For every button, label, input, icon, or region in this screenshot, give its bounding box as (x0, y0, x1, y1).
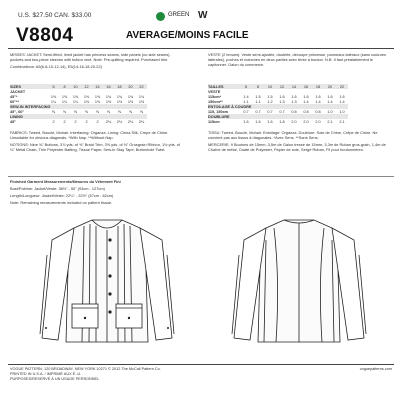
grid-cell: 1.6 (315, 94, 321, 99)
grid-cell: 2 (52, 119, 55, 124)
grid-cell: 1.2 (267, 99, 273, 104)
grid-cell: 2⅛ (138, 119, 145, 124)
grid-cell: 16 (106, 84, 111, 89)
grid-cell: 1.4 (339, 99, 345, 104)
grid-cell: 18 (315, 84, 321, 89)
grid-cell: 1.8 (279, 119, 285, 124)
grid-cell: 18 (117, 84, 122, 89)
pattern-envelope-back (8, 8, 394, 394)
grid-cell: 1.5 (255, 94, 261, 99)
grid-cell: 1.6 (255, 119, 261, 124)
notions-text: NOTIONS: Nine ⅝" Buttons, 3⅞ yds. of ⅝" Braid Trim, 3⅝ yds. of ⅝" Grosgrain Ribbon, 1½ yds. of ⅛" Metal Chain, Thin Polyester Batting, Tissue Paper, Sew-in Stay Tape, Buttonhole Twist. (10, 142, 181, 152)
grid-row-label: LINING (10, 114, 23, 119)
grid-cell: 12 (84, 84, 89, 89)
grid-row (10, 109, 147, 114)
finished-measurements-block (10, 179, 390, 207)
size-letter: W (198, 10, 208, 21)
grid-row-label: 45", 60" (10, 109, 25, 114)
grid-cell: 6 (244, 84, 248, 89)
combinations-line: Combinations: A5(6-8-10-12-14), E5(14-16-18-20-22) (10, 64, 102, 69)
publisher-address: VOGUE PATTERN, 120 BROADWAY, NEW YORK 10271 © 2012 The McCall Pattern Co. (10, 367, 161, 371)
length-line: Length/Longueur: Jacket/Veste: 22¼" - 22½" (57cm - 62cm) (10, 193, 114, 198)
grid-row (10, 84, 147, 89)
grid-row-label: 115, 150cm (208, 109, 229, 114)
english-fabrics-block (10, 130, 185, 154)
grid-cell: 2 (96, 119, 99, 124)
grid-row-label: SIZES (10, 84, 21, 89)
grid-row-label: SEW-IN INTERFACING (10, 104, 51, 109)
pattern-number: V8804 (16, 25, 74, 46)
grid-cell: ⅝ (51, 109, 56, 114)
price-label: U.S. $27.50 CAN. $33.00 (18, 12, 92, 19)
grid-cell: 1½ (138, 99, 145, 104)
footer-block (10, 367, 392, 381)
grid-cell: 0.7 (255, 109, 261, 114)
grid-row-label: 60"** (10, 99, 19, 104)
yardage-table-english (10, 84, 147, 124)
french-fabrics-block (208, 130, 390, 154)
grid-cell: 2⅛ (116, 119, 123, 124)
grid-cell: 2⅛ (127, 119, 134, 124)
printed-line: PRINTED IN U.S.A. / IMPRIMÉ AUX É.-U. (10, 371, 82, 376)
grid-row-label: 45" (10, 119, 17, 124)
grid-cell: 1.0 (339, 109, 345, 114)
grid-cell: 0.7 (279, 109, 285, 114)
grid-cell: 20 (327, 84, 333, 89)
grid-cell: 1¾ (105, 94, 112, 99)
bust-line: Bust/Poitrine: Jacket/Veste: 36½" - 50" (93cm - 127cm) (10, 186, 105, 191)
jacket-back-drawing (204, 210, 394, 360)
grid-cell: 2 (85, 119, 88, 124)
grid-cell: 2.0 (303, 119, 309, 124)
grid-row-label: 115cm (208, 119, 220, 124)
grid-row (208, 99, 348, 104)
grid-row (208, 94, 348, 99)
grid-cell: 2 (63, 119, 66, 124)
legal-line: PURPOSES/RESERVÉ À UN USAGE PERSONNEL (10, 376, 100, 381)
grid-row (10, 94, 147, 99)
grid-cell: 1.0 (327, 109, 333, 114)
difficulty-level: AVERAGE/MOINS FACILE (126, 30, 249, 41)
yardage-table-french (208, 84, 348, 124)
mercerie-text: MERCERIE: 9 Boutons de 15mm, 3,5m de Galon tressé de 15mm, 3,3m de Ruban gros-grain, 1,4m de Chaîne de métal, Ouate de Polyester, Papier de soie, Sergé Ruban, Fil pour boutonnières. (208, 142, 386, 152)
grid-cell: 1½ (105, 99, 112, 104)
grid-cell: 0.7 (243, 109, 249, 114)
grid-cell: 2.0 (315, 119, 321, 124)
grid-cell: 6 (52, 84, 55, 89)
grid-row-label: VESTE (208, 89, 221, 94)
grid-cell: 1.6 (303, 94, 309, 99)
color-label: GREEN (168, 12, 190, 18)
grid-cell: ⅝ (106, 109, 111, 114)
grid-cell: 0.7 (267, 109, 273, 114)
top-divider (8, 48, 394, 49)
grid-cell: 0.8 (291, 109, 297, 114)
grid-cell: 1.3 (279, 99, 285, 104)
grid-cell: 1⅝ (61, 94, 68, 99)
grid-cell: 1⅝ (83, 94, 90, 99)
grid-cell: 1⅝ (94, 94, 101, 99)
grid-row (10, 119, 147, 124)
grid-cell: 1.1 (255, 99, 261, 104)
grid-cell: 1.6 (243, 119, 249, 124)
grid-cell: ⅝ (84, 109, 89, 114)
grid-cell: 12 (279, 84, 285, 89)
middle-divider (8, 176, 394, 177)
grid-cell: 1.4 (327, 99, 333, 104)
grid-cell: 1.6 (339, 94, 345, 99)
grid-cell: 1¾ (138, 94, 145, 99)
grid-row-label: 150cm** (208, 99, 223, 104)
grid-cell: 2.0 (291, 119, 297, 124)
grid-cell: ⅝ (128, 109, 133, 114)
grid-cell: 10 (267, 84, 273, 89)
grid-cell: 1⅜ (83, 99, 90, 104)
grid-cell: 1.4 (315, 99, 321, 104)
grid-cell: 1⅝ (50, 94, 57, 99)
grid-row (208, 119, 348, 124)
grid-cell: 2⅛ (105, 119, 112, 124)
grid-cell: 1.6 (327, 94, 333, 99)
grid-row-label: 45"* (10, 94, 18, 99)
grid-row-label: ENTOILAGE À COUDRE (208, 104, 252, 109)
grid-cell: 1¼ (61, 99, 68, 104)
french-description-block (208, 52, 390, 69)
grid-cell: 22 (339, 84, 345, 89)
grid-cell: 2 (74, 119, 77, 124)
grid-cell: 1.3 (291, 99, 297, 104)
color-dot-icon (156, 12, 165, 21)
grid-cell: 1¾ (116, 94, 123, 99)
grid-row (208, 84, 348, 89)
grid-cell: 1¼ (50, 99, 57, 104)
grid-cell: 14 (291, 84, 297, 89)
note-line: Note: Remaining measurements included on pattern tissue. (10, 200, 113, 205)
grid-cell: 1⅝ (72, 94, 79, 99)
grid-cell: 1½ (116, 99, 123, 104)
grid-cell: 22 (139, 84, 144, 89)
fabrics-text: FABRICS: Tweed, Bouclé, Mohair. Interfacing: Organza. Lining: China Silk, Crepe de Chine. Unsuitable for obvious diagonals. *With Nap. **Without Nap. (10, 130, 169, 140)
grid-cell: 0.8 (315, 109, 321, 114)
grid-cell: ⅝ (62, 109, 67, 114)
grid-row (10, 99, 147, 104)
grid-cell: 8 (63, 84, 66, 89)
grid-cell: 1.1 (243, 99, 249, 104)
grid-cell: 14 (95, 84, 100, 89)
grid-cell: ⅝ (95, 109, 100, 114)
grid-row-label: TAILLES (208, 84, 224, 89)
finished-title: Finished Garment Measurements/Mesures du Vêtement Fini (10, 179, 121, 184)
grid-cell: ⅝ (117, 109, 122, 114)
jacket-description: MISSES' JACKET: Semi-fitted, lined jacket has princess seams, side panels (no side seams), pockets and two-piece sleeves with button vent. Note: Pre-quilting required. Purchased trim. (10, 52, 171, 62)
grid-cell: 1.6 (279, 94, 285, 99)
jacket-front-drawing (12, 210, 202, 360)
grid-cell: 1.5 (267, 94, 273, 99)
grid-cell: 2.1 (339, 119, 345, 124)
grid-row (208, 109, 348, 114)
grid-cell: 2.1 (327, 119, 333, 124)
grid-cell: 1½ (127, 99, 134, 104)
grid-cell: ⅝ (139, 109, 144, 114)
grid-cell: ⅝ (73, 109, 78, 114)
grid-cell: 1.6 (267, 119, 273, 124)
grid-cell: 8 (256, 84, 260, 89)
grid-cell: 1¾ (127, 94, 134, 99)
grid-cell: 10 (73, 84, 78, 89)
grid-cell: 1.4 (303, 99, 309, 104)
grid-row-label: 115cm* (208, 94, 222, 99)
grid-cell: 1⅜ (94, 99, 101, 104)
grid-cell: 1.6 (291, 94, 297, 99)
footer-divider (8, 364, 394, 365)
veste-description: VESTE (2 tenues): Veste semi-ajustée, doublée, découpe princesse, panneaux latéraux (sans coutures latérales), poches et manches en deux parties avec fente à bouton. N.B. Il faut préalablement le capitonner. Galon du commerce. (208, 52, 386, 67)
grid-cell: 1¼ (72, 99, 79, 104)
grid-cell: 16 (303, 84, 309, 89)
grid-cell: 1.4 (243, 94, 249, 99)
english-description-block (10, 52, 185, 71)
grid-row-label: JACKET (10, 89, 26, 94)
grid-cell: 20 (128, 84, 133, 89)
website-link[interactable]: voguepatterns.com (359, 367, 392, 371)
grid-row-label: DOUBLURE (208, 114, 230, 119)
tissu-text: TISSU: Tweed, Bouclé, Mohair. Entoilage: Organza. Doublure: Soie de Chine, Crêpe de Chine. Ne convient pas aux tissus à diagonales. *Avec Sens. **Sans Sens. (208, 130, 378, 140)
grid-cell: 0.8 (303, 109, 309, 114)
